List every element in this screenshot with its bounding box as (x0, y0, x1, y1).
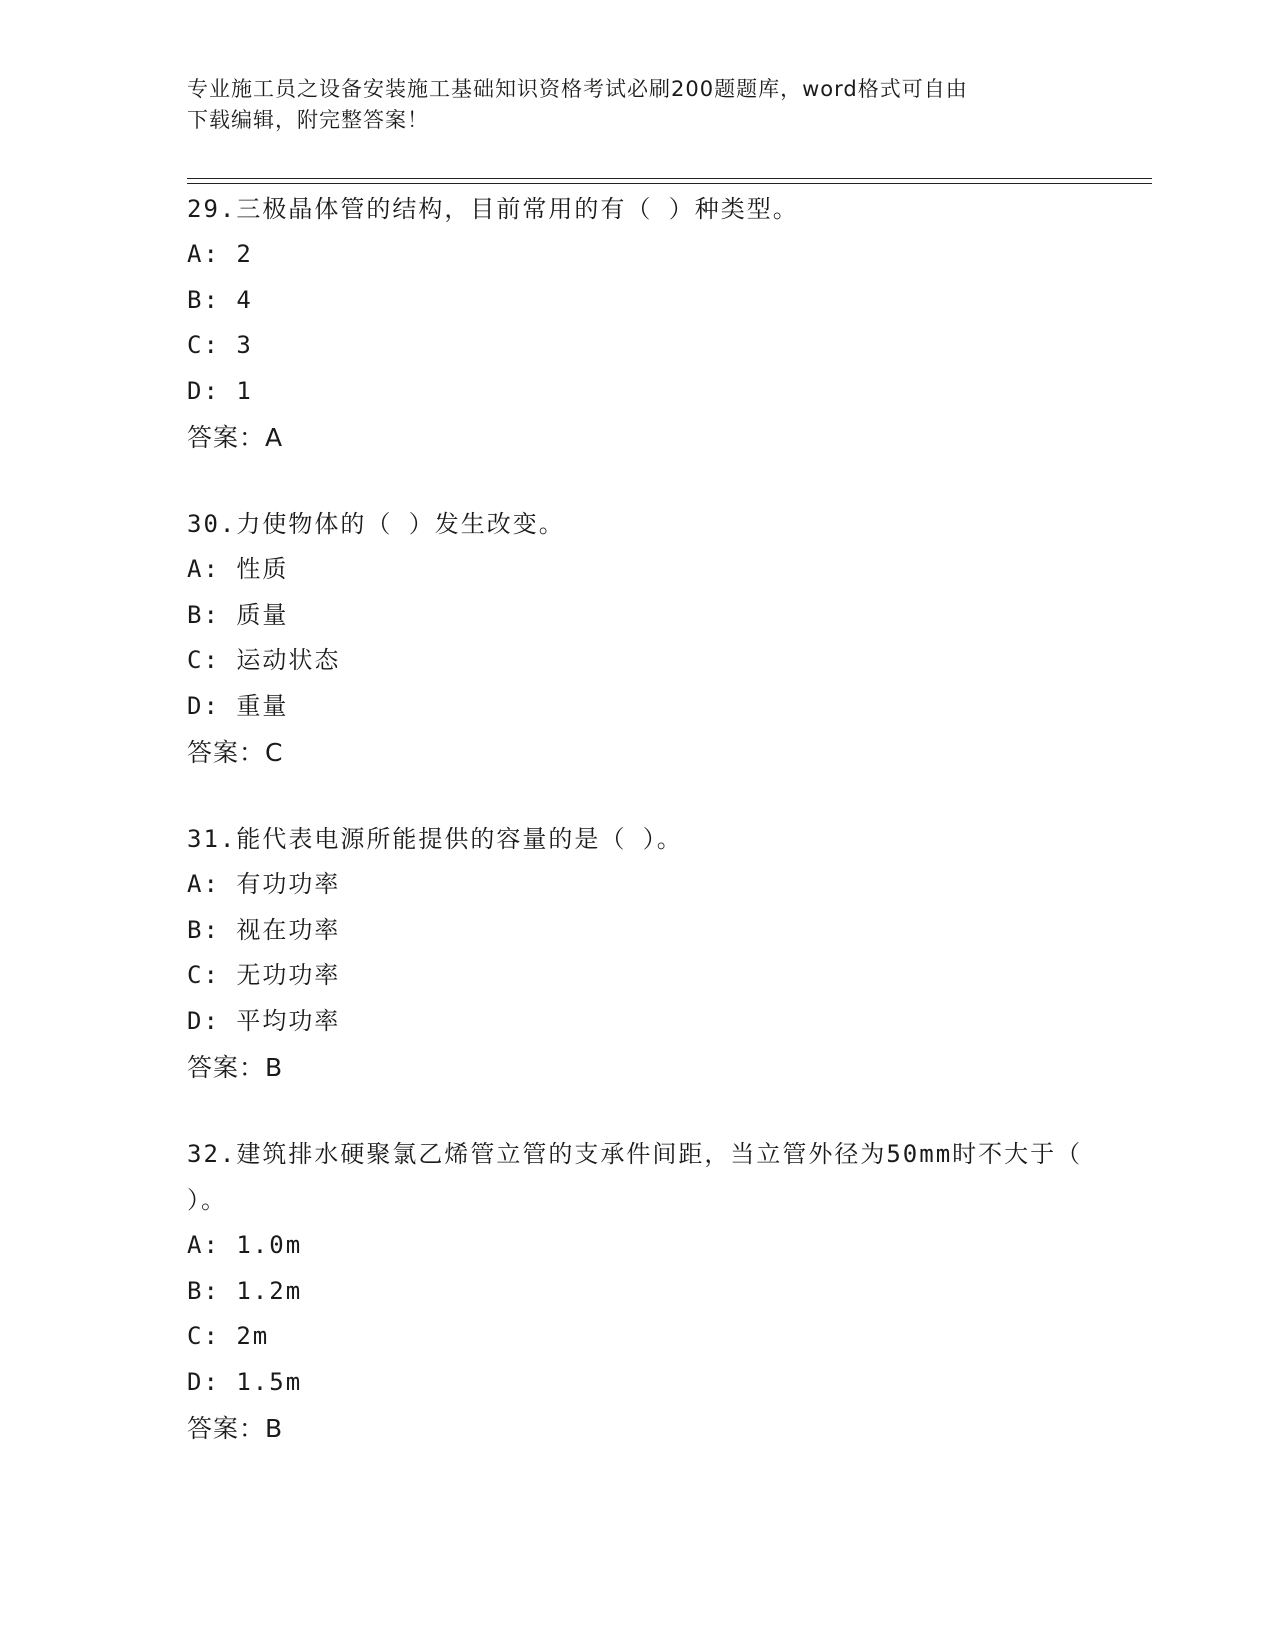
answer: 答案：B (187, 1413, 284, 1443)
option-c: C: 运动状态 (187, 646, 341, 675)
answer: 答案：C (187, 737, 284, 767)
question-text: 32.建筑排水硬聚氯乙烯管立管的支承件间距，当立管外径为50mm时不大于（ ）。 (187, 1140, 1099, 1214)
header-divider-top (187, 178, 1152, 179)
answer: 答案：A (187, 422, 284, 452)
option-c: C: 3 (187, 331, 253, 360)
option-d: D: 重量 (187, 692, 289, 721)
header-divider-bottom (187, 183, 1152, 184)
option-c: C: 无功功率 (187, 961, 341, 990)
option-c: C: 2m (187, 1322, 270, 1351)
question-31 (187, 816, 1087, 1090)
question-text: 31.能代表电源所能提供的容量的是（ ）。 (187, 825, 683, 853)
question-32 (187, 1131, 1099, 1451)
question-29 (187, 186, 1087, 460)
option-b: B: 1.2m (187, 1276, 303, 1305)
document-title (187, 74, 1087, 136)
option-d: D: 1 (187, 377, 253, 406)
title-line-1: 专业施工员之设备安装施工基础知识资格考试必刷200题题库，word格式可自由 (187, 77, 968, 101)
option-a: A: 有功功率 (187, 870, 341, 898)
question-30 (187, 501, 1087, 775)
option-d: D: 平均功率 (187, 1007, 341, 1036)
question-text: 30.力使物体的（ ）发生改变。 (187, 510, 565, 538)
option-a: A: 2 (187, 240, 253, 268)
option-b: B: 质量 (187, 600, 289, 629)
option-d: D: 1.5m (187, 1368, 303, 1397)
option-b: B: 4 (187, 285, 253, 314)
answer: 答案：B (187, 1052, 284, 1082)
question-text: 29.三极晶体管的结构，目前常用的有（ ）种类型。 (187, 195, 799, 223)
option-a: A: 1.0m (187, 1231, 303, 1259)
title-line-2: 下载编辑，附完整答案！ (187, 108, 429, 132)
option-b: B: 视在功率 (187, 915, 341, 944)
option-a: A: 性质 (187, 555, 289, 583)
